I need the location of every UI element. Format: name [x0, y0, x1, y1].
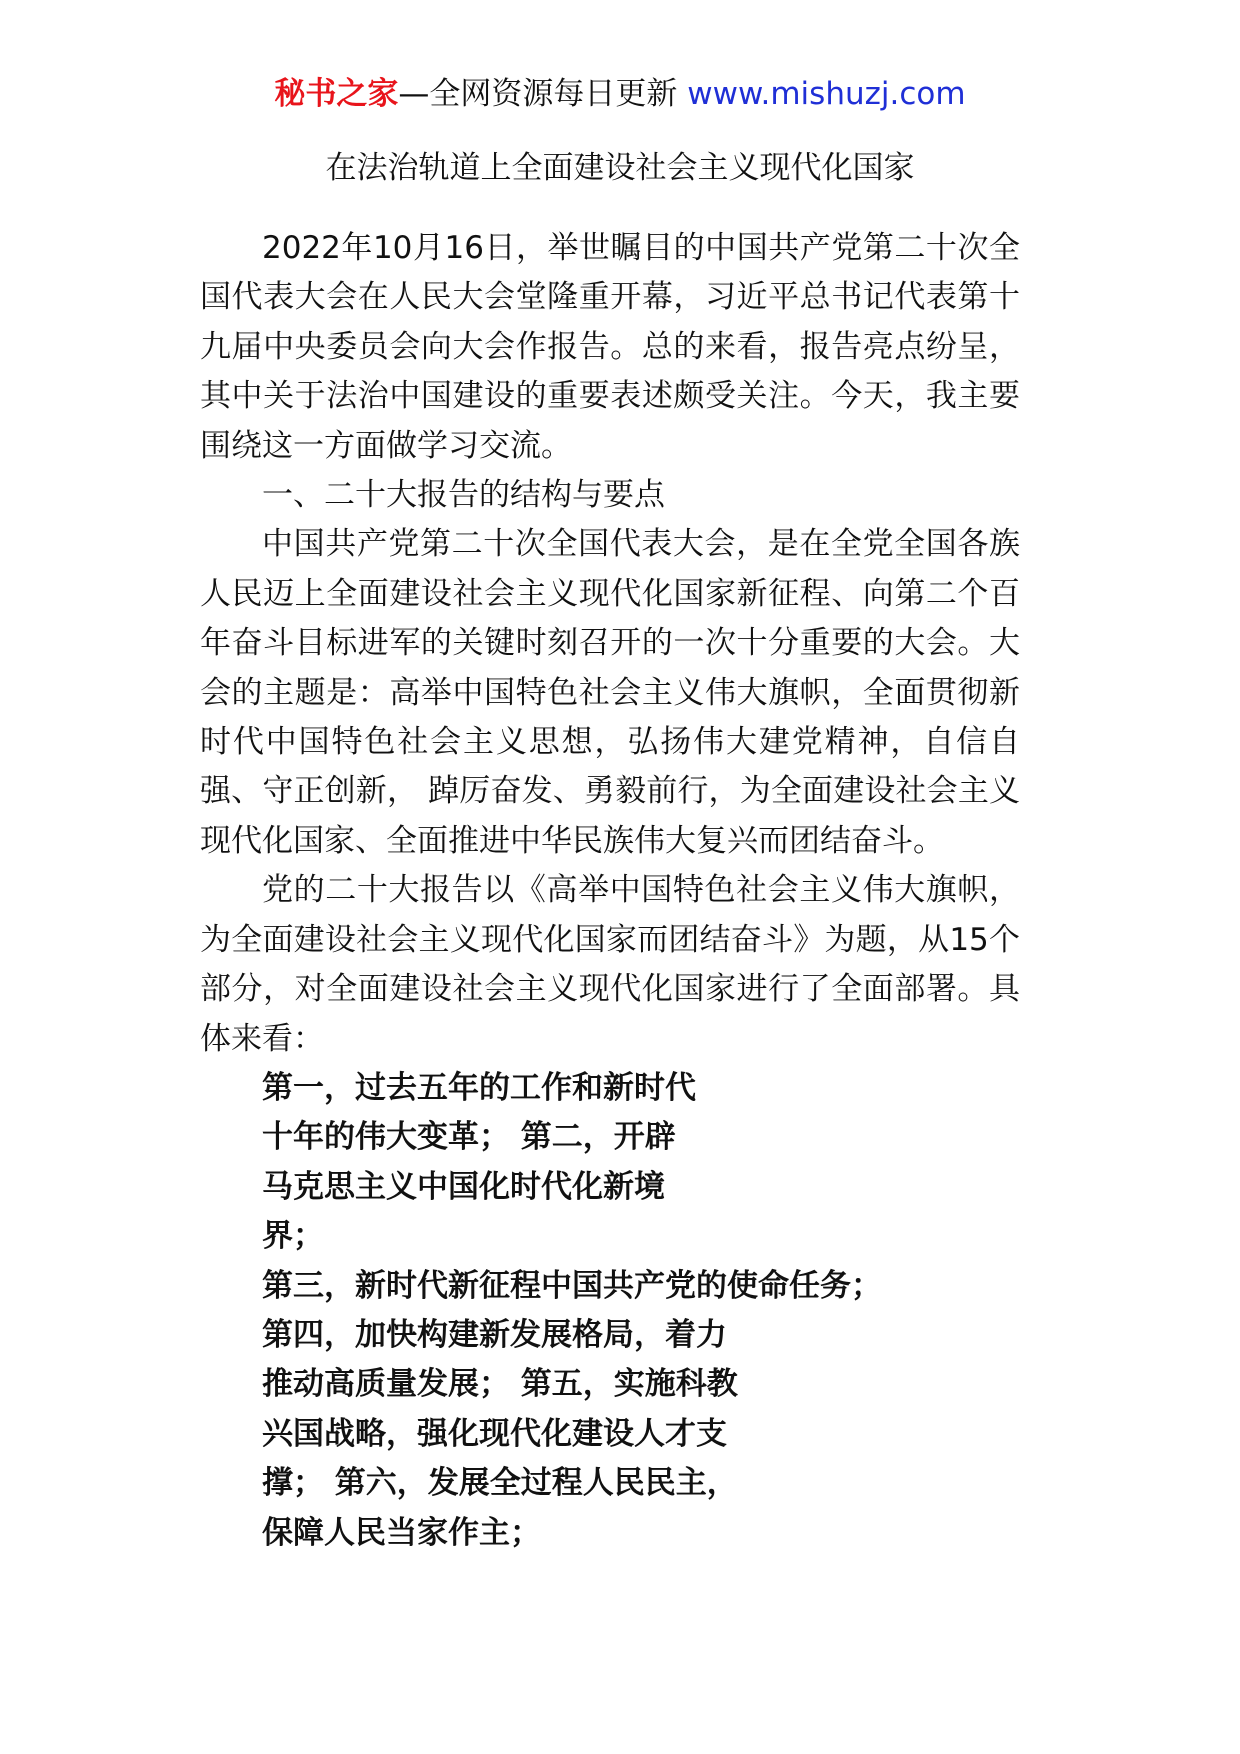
section-heading: 一、二十大报告的结构与要点 [262, 477, 665, 514]
site-url-link[interactable]: www.mishuzj.com [687, 76, 966, 112]
list-line: 十年的伟大变革； 第二，开辟 [262, 1119, 676, 1156]
report-parts-list [200, 1064, 882, 1558]
list-line: 界； [262, 1218, 324, 1255]
paragraph-intro: 2022年10月16日，举世瞩目的中国共产党第二十次全国代表大会在人民大会堂隆重开幕，习近平总书记代表第十九届中央委员会向大会作报告。总的来看，报告亮点纷呈，其中关于法治中国建设的重要表述颇受关注。今天，我主要围绕这一方面做学习交流。 [200, 230, 1020, 464]
list-line: 第三，新时代新征程中国共产党的使命任务； [262, 1267, 882, 1304]
paragraph-congress: 中国共产党第二十次全国代表大会，是在全党全国各族人民迈上全面建设社会主义现代化国家新征程、向第二个百年奋斗目标进军的关键时刻召开的一次十分重要的大会。大会的主题是：高举中国特色社会主义伟大旗帜，全面贯彻新时代中国特色社会主义思想，弘扬伟大建党精神，自信自强、守正创新， 踔厉奋发、勇毅前行，为全面建设社会主义现代化国家、全面推进中华民族伟大复兴而团结奋斗。 [200, 526, 1020, 859]
list-line: 推动高质量发展； 第五，实施科教 [262, 1366, 738, 1403]
document-title: 在法治轨道上全面建设社会主义现代化国家 [325, 150, 915, 186]
document-body [200, 224, 1020, 1558]
header-tagline: —全网资源每日更新 [398, 76, 688, 112]
list-line: 第一，过去五年的工作和新时代 [262, 1069, 696, 1106]
list-line: 马克思主义中国化时代化新境 [262, 1168, 665, 1205]
list-line: 兴国战略，强化现代化建设人才支 [262, 1415, 727, 1452]
list-line: 保障人民当家作主； [262, 1514, 541, 1551]
site-header [0, 74, 1240, 114]
brand-name: 秘书之家 [274, 76, 399, 112]
list-line: 第四，加快构建新发展格局，着力 [262, 1316, 727, 1353]
list-line: 撑； 第六，发展全过程人民民主， [262, 1465, 738, 1502]
paragraph-report: 党的二十大报告以《高举中国特色社会主义伟大旗帜，为全面建设社会主义现代化国家而团结奋斗》为题，从15个部分，对全面建设社会主义现代化国家进行了全面部署。具体来看： [200, 872, 1020, 1057]
